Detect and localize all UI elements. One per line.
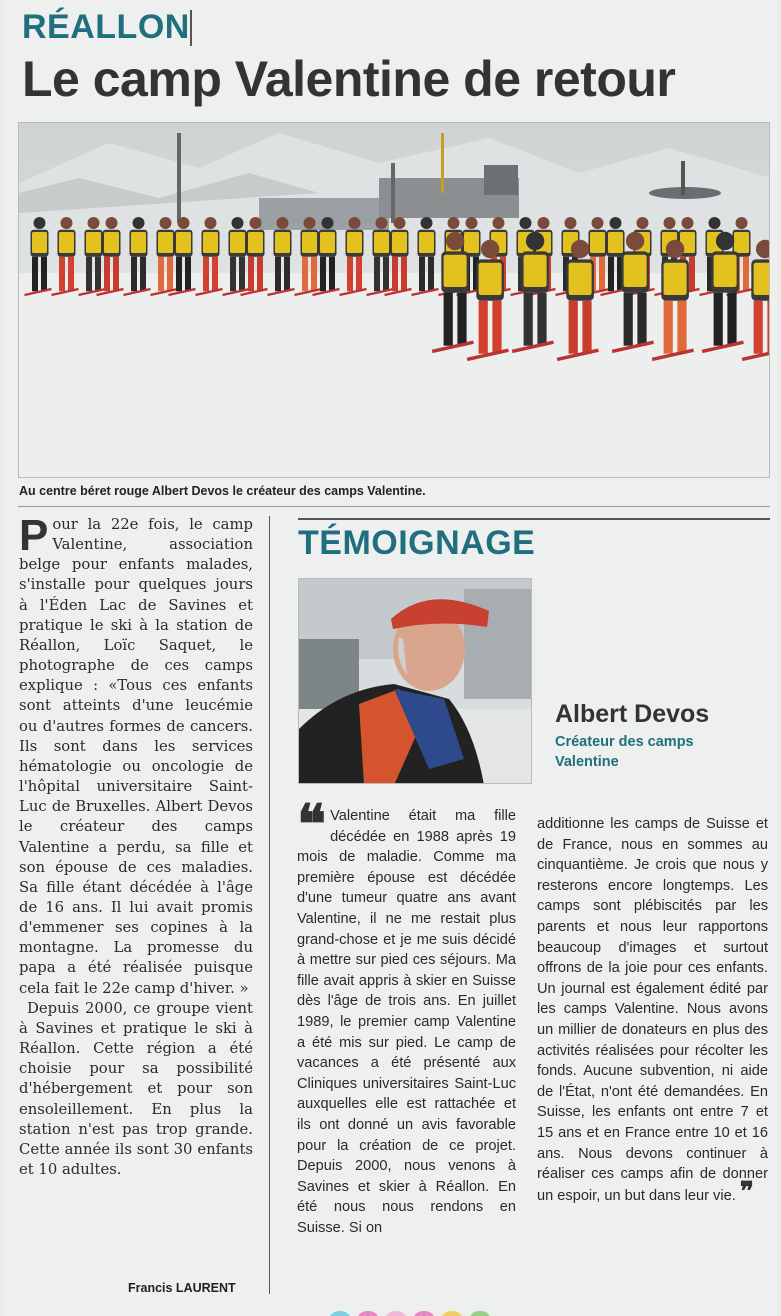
portrait-photo [298, 578, 532, 784]
testimony-text-1: Valentine était ma fille décédée en 1988 après 19 mois de maladie. Comme ma première épouse est décédée d'une tumeur quatre ans avant Valentine, il ne me restait plus grand-chose et je me suis décidé à mettre sur pied ces séjours. Ma fille avait appris à skier en Suisse dès l'âge de trois ans. En juillet 1989, le premier camp Valentine a été mis sur pied. Le camp de vacances a été présenté aux Cliniques universitaires Saint-Luc auxquelles elle est rattachée et ils ont donné un avis favorable pour la création de ce projet. Depuis 2000, nous venons à Savines et skier à Réallon. En été nous nous rendons en Suisse. Si on [297, 808, 516, 1236]
section-divider [18, 506, 770, 507]
article-paragraph-2: Depuis 2000, ce groupe vient à Savines et pratique le ski à Réallon. Cette région a été choisie pour sa possibilité d'hébergement et pour son ensoleillement. En plus la station n'est pas trop grande. Cette année ils sont 30 enfants et 10 adultes. [19, 999, 253, 1178]
article-body [19, 511, 253, 1180]
headline: Le camp Valentine de retour [22, 51, 676, 107]
newspaper-page [4, 0, 777, 1316]
testimony-rule [298, 518, 770, 520]
interviewee-role: Créateur des camps Valentine [555, 734, 694, 770]
drop-cap: P [19, 511, 49, 560]
open-quote-icon: ❝ [297, 792, 327, 856]
kicker-divider [190, 10, 192, 46]
testimony-column-1 [297, 792, 516, 1238]
interviewee-name: Albert Devos [555, 700, 710, 728]
testimony-text-2: additionne les camps de Suisse et de France, nous en sommes au cinquantième. Je crois que nous y resterons encore longtemps. Les camps sont plébiscités par les parents et nous leur rapportons beaucoup d'images et surtout offrons de la joie pour ces enfants. Un journal est également édité par les camps Valentine. Nous avons un millier de donateurs en plus des activités réalisées pour récolter les fonds. Aucune subvention, ni aide de l'État, n'ont été demandées. En Suisse, les enfants ont entre 7 et 15 ans et en France entre 10 et 16 ans. Nous devons continuer à réaliser ces camps afin de donner un espoir, un but dans leur vie. [537, 816, 768, 1204]
article-paragraph-1: our la 22e fois, le camp Valentine, association belge pour enfants malades, s'installe pour quelques jours à l'Éden Lac de Savines et pratique le ski à la station de Réallon, Loïc Saquet, le photographe de ces camps explique : «Tous ces enfants sont atteints d'une leucémie ou d'autres formes de cancers. Ils sont dans les services hématologie ou oncologie de l'hôpital universitaire Saint-Luc de Bruxelles. Albert Devos le créateur des camps Valentine a perdu, sa fille et son épouse de ces maladies. Sa fille étant décédée à l'âge de 16 ans. Il lui avait promis d'emmener ses copines à la montagne. La promesse du papa a été réalisée puisque cela fait le 22e camp d'hiver. » [19, 516, 253, 997]
photo-caption: Au centre béret rouge Albert Devos le créateur des camps Valentine. [19, 484, 426, 498]
section-kicker: RÉALLON [22, 8, 190, 46]
testimony-column-2 [537, 814, 768, 1206]
close-quote-icon: ❞ [739, 1176, 754, 1207]
testimony-heading: TÉMOIGNAGE [298, 524, 536, 562]
column-divider [269, 516, 270, 1294]
byline: Francis LAURENT [128, 1281, 236, 1295]
group-photo [18, 122, 770, 478]
decorative-dots [329, 1306, 497, 1316]
